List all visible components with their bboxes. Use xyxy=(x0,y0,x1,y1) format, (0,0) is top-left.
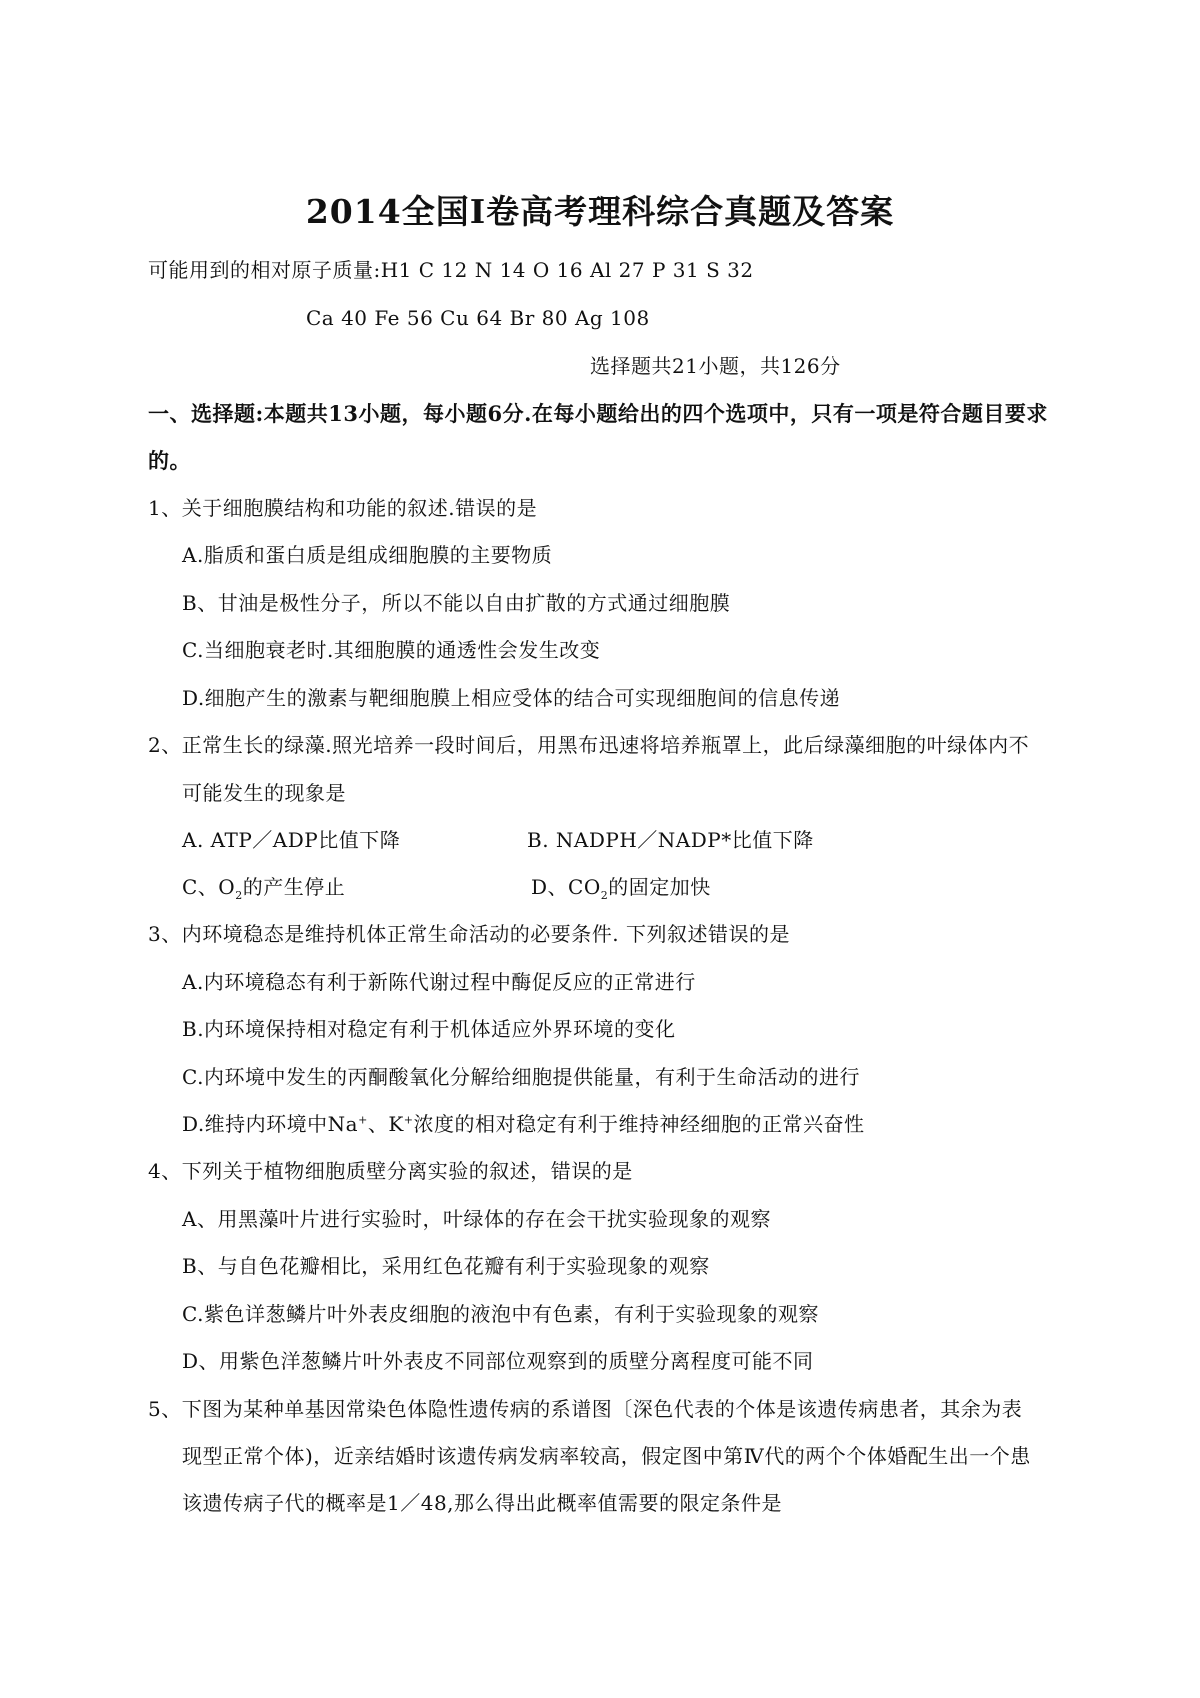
q3-option-d-superscript-1: + xyxy=(358,1113,368,1127)
q2-option-c xyxy=(182,875,346,902)
q5-stem-line-3: 该遗传病子代的概率是1／48,那么得出此概率值需要的限定条件是 xyxy=(182,1491,783,1515)
atomic-masses-line-1: 可能用到的相对原子质量:H1 C 12 N 14 O 16 Al 27 P 31 S 32 xyxy=(148,258,754,282)
q1-option-a: A.脂质和蛋白质是组成细胞膜的主要物质 xyxy=(182,543,553,567)
q3-option-d-middle: 、K xyxy=(367,1112,404,1136)
q3-option-d-suffix: 浓度的相对稳定有利于维持神经细胞的正常兴奋性 xyxy=(413,1112,865,1136)
q2-option-d-subscript: 2 xyxy=(600,889,609,902)
section-summary: 选择题共21小题，共126分 xyxy=(590,354,841,378)
section-heading-line-2: 的。 xyxy=(148,448,191,473)
q2-option-d-prefix: D、CO xyxy=(531,875,601,899)
q2-option-d xyxy=(531,875,711,902)
q2-option-a: A. ATP／ADP比值下降 xyxy=(182,828,401,852)
page-title: 2014全国Ⅰ卷高考理科综合真题及答案 xyxy=(305,192,895,231)
atomic-masses-line-2: Ca 40 Fe 56 Cu 64 Br 80 Ag 108 xyxy=(306,306,650,330)
q3-option-a: A.内环境稳态有利于新陈代谢过程中酶促反应的正常进行 xyxy=(182,970,696,994)
q4-stem: 4、下列关于植物细胞质壁分离实验的叙述，错误的是 xyxy=(148,1159,633,1183)
q5-stem-line-2: 现型正常个体)，近亲结婚时该遗传病发病率较高，假定图中第Ⅳ代的两个个体婚配生出一个患 xyxy=(182,1444,1031,1468)
q2-option-c-prefix: C、O xyxy=(182,875,236,899)
q1-stem: 1、关于细胞膜结构和功能的叙述.错误的是 xyxy=(148,496,538,520)
q4-option-c: C.紫色详葱鳞片叶外表皮细胞的液泡中有色素，有利于实验现象的观察 xyxy=(182,1302,819,1326)
q2-option-c-subscript: 2 xyxy=(235,889,243,902)
q2-stem-line-1: 2、正常生长的绿藻.照光培养一段时间后，用黑布迅速将培养瓶罩上，此后绿藻细胞的叶绿体内不 xyxy=(148,733,1030,757)
q1-option-c: C.当细胞衰老时.其细胞膜的通透性会发生改变 xyxy=(182,638,601,662)
q4-option-d: D、用紫色洋葱鳞片叶外表皮不同部位观察到的质壁分离程度可能不同 xyxy=(182,1349,814,1373)
q4-option-b: B、与自色花瓣相比，采用红色花瓣有利于实验现象的观察 xyxy=(182,1254,710,1278)
q2-stem-line-2: 可能发生的现象是 xyxy=(182,781,346,805)
q2-option-c-suffix: 的产生停止 xyxy=(242,875,346,899)
q3-option-b: B.内环境保持相对稳定有利于机体适应外界环境的变化 xyxy=(182,1017,676,1041)
q2-option-b: B. NADPH／NADP*比值下降 xyxy=(527,828,814,852)
q4-option-a: A、用黑藻叶片进行实验时，叶绿体的存在会干扰实验现象的观察 xyxy=(182,1207,771,1231)
section-heading-line-1: 一、选择题:本题共13小题，每小题6分.在每小题给出的四个选项中，只有一项是符合题目要求 xyxy=(148,401,1048,426)
q1-option-b: B、甘油是极性分子，所以不能以自由扩散的方式通过细胞膜 xyxy=(182,591,731,615)
q3-option-c: C.内环境中发生的丙酮酸氧化分解给细胞提供能量，有利于生命活动的进行 xyxy=(182,1065,860,1089)
q2-option-d-suffix: 的固定加快 xyxy=(608,875,711,899)
q5-stem-line-1: 5、下图为某种单基因常染色体隐性遗传病的系谱图〔深色代表的个体是该遗传病患者，其余为表 xyxy=(148,1397,1023,1421)
q3-option-d-prefix: D.维持内环境中Na xyxy=(182,1112,359,1136)
q1-option-d: D.细胞产生的激素与靶细胞膜上相应受体的结合可实现细胞间的信息传递 xyxy=(182,686,841,710)
q3-option-d xyxy=(182,1112,865,1136)
q3-option-d-superscript-2: + xyxy=(403,1113,414,1127)
q3-stem: 3、内环境稳态是维持机体正常生命活动的必要条件. 下列叙述错误的是 xyxy=(148,922,790,946)
